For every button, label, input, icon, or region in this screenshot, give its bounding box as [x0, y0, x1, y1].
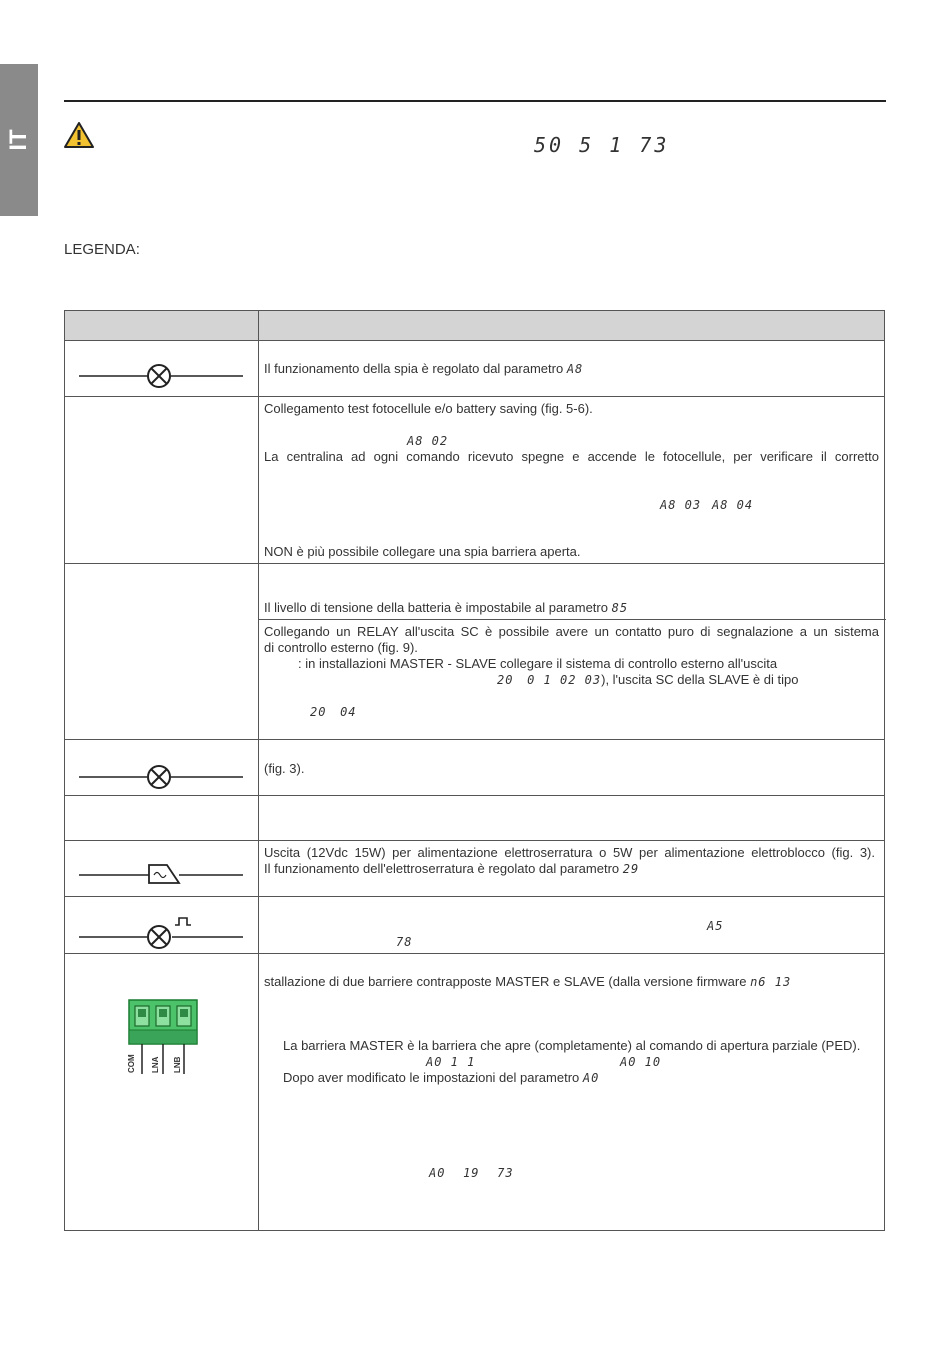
- table-row-master-slave: [65, 953, 884, 1232]
- electric-lock-param-text: Il funzionamento dell'elettroserratura è regolato dal parametro: [264, 861, 620, 876]
- table-row-pulse-lamp: [65, 896, 884, 953]
- table-row-relay: [258, 619, 886, 739]
- param-code: A8 02: [407, 434, 449, 448]
- display-code: 50 5 1 73: [534, 133, 670, 157]
- param-code: A0: [429, 1166, 446, 1180]
- terminal-block-icon: [125, 998, 205, 1078]
- table-row-electric-lock: [65, 840, 884, 896]
- relay-description-cont: di controllo esterno (fig. 9).: [264, 640, 418, 655]
- relay-slave-text: ), l'uscita SC della SLAVE è di tipo: [601, 672, 799, 687]
- pulse-lamp-symbol-icon: [79, 911, 245, 951]
- master-param-text: Dopo aver modificato le impostazioni del parametro: [283, 1070, 580, 1085]
- lamp-symbol-icon: [79, 762, 245, 792]
- param-code: 04: [340, 705, 357, 719]
- terminal-table: [64, 310, 885, 1231]
- language-tab: [0, 64, 38, 216]
- param-code: 78: [396, 935, 413, 949]
- table-header: [65, 311, 884, 340]
- param-code: A8: [566, 362, 584, 376]
- param-code: A0: [582, 1071, 600, 1085]
- firmware-code: n6 13: [750, 975, 792, 989]
- legend-heading: LEGENDA:: [64, 241, 140, 258]
- param-code: A8 03: [660, 498, 702, 512]
- electric-lock-symbol-icon: [79, 861, 245, 887]
- top-rule: [64, 100, 886, 102]
- param-code: 85: [611, 601, 629, 615]
- lamp-description: Il funzionamento della spia è regolato dal parametro: [264, 361, 564, 376]
- battery-description: Il livello di tensione della batteria è impostabile al parametro: [264, 600, 608, 615]
- relay-description: Collegando un RELAY all'uscita SC è possibile avere un contatto puro di segnalazione a un sistema: [264, 624, 879, 639]
- param-code: 20: [497, 673, 514, 687]
- table-row-lamp: [65, 340, 884, 396]
- photocell-test-text: La centralina ad ogni comando ricevuto spegne e accende le fotocellule, per verificare il corretto: [264, 449, 879, 464]
- terminal-label-lna: LNA: [151, 1056, 160, 1073]
- param-code: 19: [463, 1166, 480, 1180]
- param-code: 20: [310, 705, 327, 719]
- terminal-label-lnb: LNB: [173, 1056, 182, 1073]
- param-code: 0 1 02 03: [527, 673, 602, 687]
- param-code: A5: [707, 919, 724, 933]
- warning-icon: [63, 121, 95, 149]
- param-code: 73: [497, 1166, 514, 1180]
- param-code: A0 1 1: [426, 1055, 476, 1069]
- master-slave-description: stallazione di due barriere contrapposte MASTER e SLAVE (dalla versione firmware: [264, 974, 747, 989]
- lamp-2-description: (fig. 3).: [264, 761, 305, 776]
- electric-lock-description: Uscita (12Vdc 15W) per alimentazione elettroserratura o 5W per alimentazione elettroblocco (fig. 3).: [264, 845, 875, 860]
- table-row-empty: [65, 795, 884, 840]
- master-barrier-text: La barriera MASTER è la barriera che apre (completamente) al comando di apertura parziale (PED).: [283, 1038, 861, 1053]
- param-code: 29: [622, 862, 640, 876]
- terminal-label-com: COM: [127, 1054, 136, 1073]
- table-row-lamp-2: [65, 739, 884, 795]
- relay-master-slave-note: : in installazioni MASTER - SLAVE collegare il sistema di controllo esterno all'uscita: [298, 656, 778, 671]
- table-row-photocell-test: [65, 396, 884, 563]
- lamp-symbol-icon: [79, 361, 245, 391]
- photocell-description: Collegamento test fotocellule e/o battery saving (fig. 5-6).: [264, 401, 593, 416]
- photocell-note: NON è più possibile collegare una spia barriera aperta.: [264, 544, 581, 559]
- param-code: A8 04: [712, 498, 754, 512]
- param-code: A0 10: [620, 1055, 662, 1069]
- language-tab-label: IT: [5, 129, 32, 151]
